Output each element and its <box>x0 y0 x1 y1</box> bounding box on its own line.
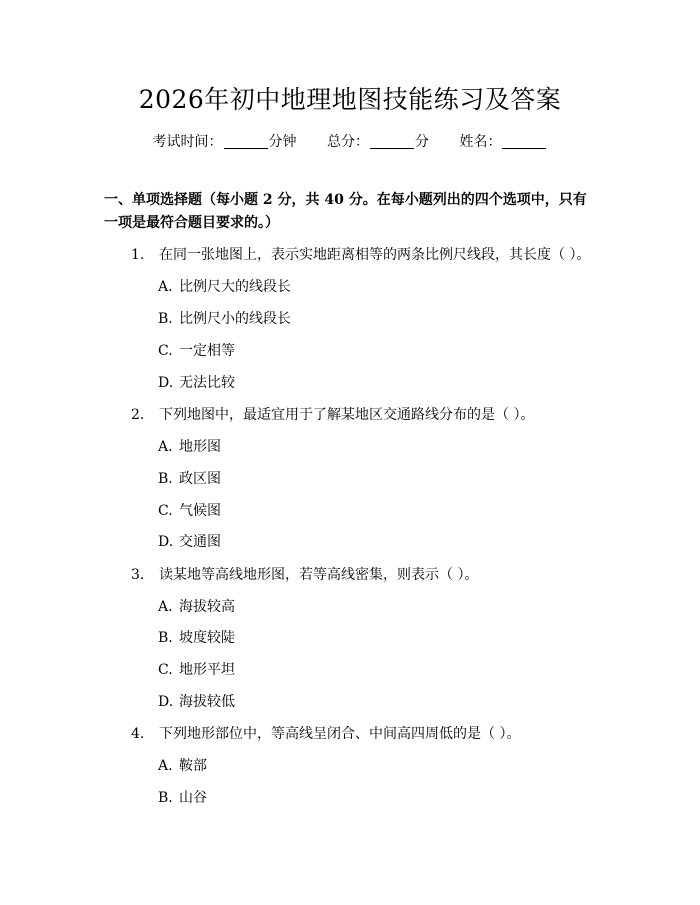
option-letter: A. <box>158 599 173 615</box>
option-text: 地形平坦 <box>179 662 235 678</box>
exam-meta-line <box>0 131 700 151</box>
option-text: 交通图 <box>179 534 221 550</box>
exam-time-field <box>153 131 297 151</box>
question-1-option-c[interactable] <box>158 340 235 360</box>
question-3-option-b[interactable] <box>158 627 235 647</box>
option-text: 海拔较高 <box>179 599 235 615</box>
question-4 <box>131 723 520 743</box>
option-letter: D. <box>158 694 174 710</box>
question-1 <box>131 244 590 264</box>
question-3-option-a[interactable] <box>158 596 235 616</box>
option-letter: C. <box>158 343 173 359</box>
option-text: 鞍部 <box>179 758 207 774</box>
question-1-option-a[interactable] <box>158 276 291 296</box>
student-name-blank[interactable] <box>502 134 546 149</box>
question-3 <box>131 564 478 584</box>
option-text: 坡度较陡 <box>179 630 235 646</box>
question-number: 4. <box>131 726 145 742</box>
document-title: 2026年初中地理地图技能练习及答案 <box>138 85 562 114</box>
student-name-label: 姓名： <box>459 134 502 150</box>
exam-time-label: 考试时间： <box>152 134 223 150</box>
question-3-option-d[interactable] <box>158 691 235 711</box>
option-letter: A. <box>158 279 173 295</box>
question-text: 下列地图中，最适宜用于了解某地区交通路线分布的是（ ）。 <box>159 407 535 423</box>
option-letter: D. <box>158 534 174 550</box>
question-number: 3. <box>131 567 145 583</box>
option-letter: A. <box>158 758 173 774</box>
option-letter: B. <box>158 311 173 327</box>
question-number: 2. <box>131 407 145 423</box>
question-text: 下列地形部位中，等高线呈闭合、中间高四周低的是（ ）。 <box>159 726 521 742</box>
option-letter: A. <box>158 439 173 455</box>
question-2-option-c[interactable] <box>158 500 221 520</box>
option-text: 气候图 <box>179 503 221 519</box>
question-2 <box>131 404 534 424</box>
exam-time-blank[interactable] <box>224 134 268 149</box>
option-text: 一定相等 <box>179 343 235 359</box>
question-2-option-a[interactable] <box>158 436 221 456</box>
option-letter: B. <box>158 790 173 806</box>
option-text: 山谷 <box>179 790 207 806</box>
section-heading: 一、单项选择题（每小题 2 分，共 40 分。在每小题列出的四个选项中，只有一项是最符合题目要求的。） <box>104 192 587 231</box>
question-2-option-d[interactable] <box>158 531 221 551</box>
question-text: 读某地等高线地形图，若等高线密集，则表示（ ）。 <box>159 567 479 583</box>
total-score-label: 总分： <box>327 134 369 150</box>
option-letter: B. <box>158 630 173 646</box>
option-letter: C. <box>158 662 173 678</box>
option-text: 比例尺小的线段长 <box>179 311 291 327</box>
question-1-option-d[interactable] <box>158 372 235 392</box>
option-text: 政区图 <box>179 471 221 487</box>
question-number: 1. <box>131 247 145 263</box>
exam-time-unit: 分钟 <box>268 134 297 150</box>
question-4-option-a[interactable] <box>158 755 207 775</box>
question-1-option-b[interactable] <box>158 308 291 328</box>
question-text: 在同一张地图上，表示实地距离相等的两条比例尺线段，其长度（ ）。 <box>159 247 591 263</box>
question-4-option-b[interactable] <box>158 787 207 807</box>
total-score-blank[interactable] <box>370 134 414 149</box>
option-text: 海拔较低 <box>179 694 235 710</box>
question-2-option-b[interactable] <box>158 468 221 488</box>
option-letter: C. <box>158 503 173 519</box>
student-name-field <box>459 131 547 151</box>
option-text: 比例尺大的线段长 <box>179 279 291 295</box>
option-letter: D. <box>158 375 174 391</box>
question-3-option-c[interactable] <box>158 659 235 679</box>
option-text: 地形图 <box>179 439 221 455</box>
option-letter: B. <box>158 471 173 487</box>
option-text: 无法比较 <box>179 375 235 391</box>
total-score-field <box>327 131 429 151</box>
total-score-unit: 分 <box>415 134 429 150</box>
